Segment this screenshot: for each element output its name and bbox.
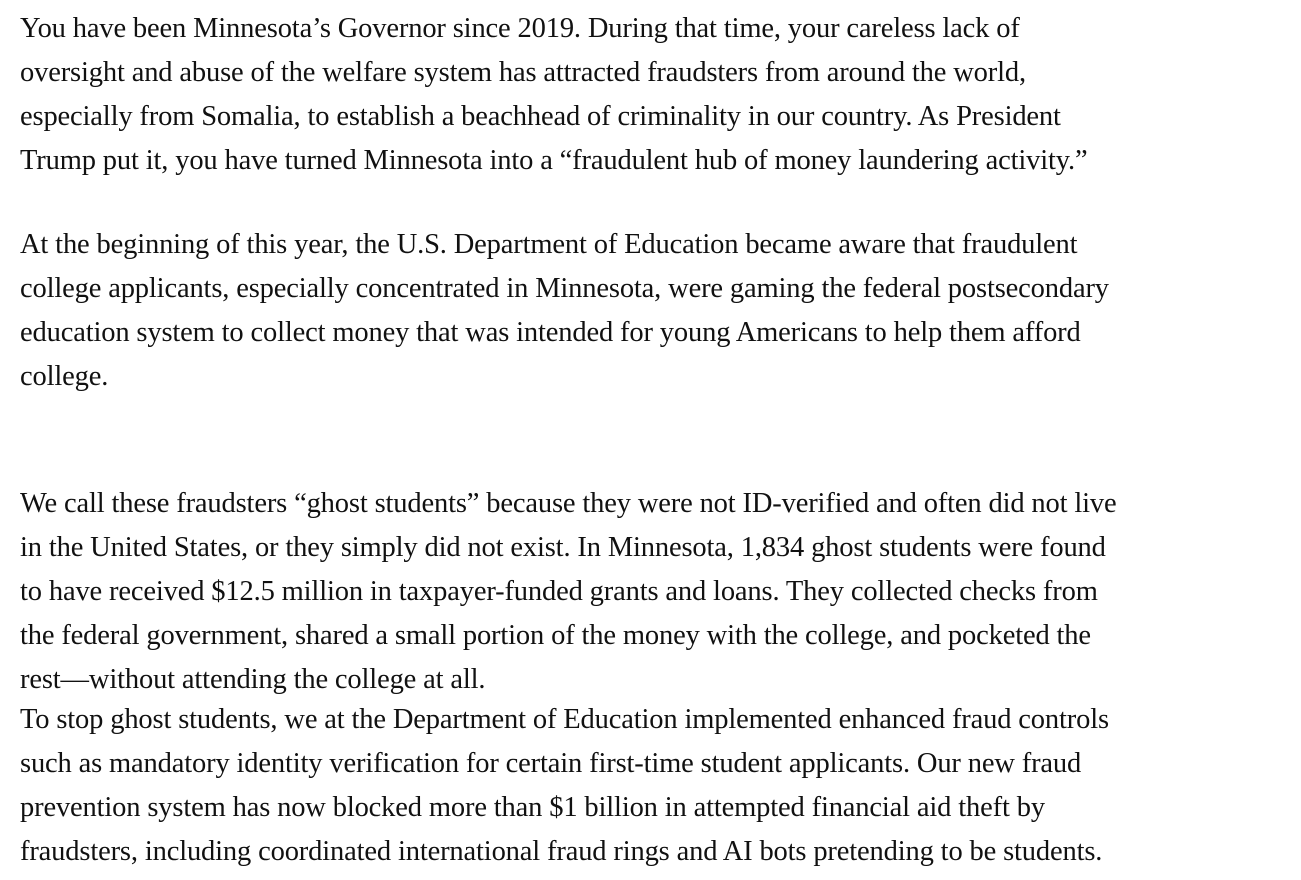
paragraph-ghost-students bbox=[20, 482, 1117, 702]
text-line: You have been Minnesota’s Governor since 2019. During that time, your careless lack of bbox=[20, 13, 1020, 44]
text-line: We call these fraudsters “ghost students” because they were not ID-verified and often did not live bbox=[20, 488, 1117, 519]
text-line: To stop ghost students, we at the Department of Education implemented enhanced fraud controls bbox=[20, 704, 1109, 735]
text-line: especially from Somalia, to establish a beachhead of criminality in our country. As President bbox=[20, 101, 1061, 132]
text-line: Trump put it, you have turned Minnesota into a “fraudulent hub of money laundering activity.” bbox=[20, 145, 1088, 176]
paragraph-fraud-controls bbox=[20, 698, 1109, 874]
text-line: rest—without attending the college at all. bbox=[20, 664, 486, 695]
text-line: to have received $12.5 million in taxpayer-funded grants and loans. They collected checks from bbox=[20, 576, 1098, 607]
text-line: oversight and abuse of the welfare system has attracted fraudsters from around the world, bbox=[20, 57, 1026, 88]
text-line: in the United States, or they simply did not exist. In Minnesota, 1,834 ghost students were found bbox=[20, 532, 1106, 563]
text-line: college. bbox=[20, 361, 109, 392]
text-line: fraudsters, including coordinated international fraud rings and AI bots pretending to be students. bbox=[20, 836, 1103, 867]
paragraph-governor-record bbox=[20, 7, 1088, 183]
text-line: education system to collect money that was intended for young Americans to help them afford bbox=[20, 317, 1081, 348]
text-line: college applicants, especially concentrated in Minnesota, were gaming the federal postsecondary bbox=[20, 273, 1109, 304]
paragraph-department-awareness bbox=[20, 223, 1109, 399]
text-line: such as mandatory identity verification for certain first-time student applicants. Our new fraud bbox=[20, 748, 1082, 779]
text-line: At the beginning of this year, the U.S. Department of Education became aware that fraudulent bbox=[20, 229, 1078, 260]
text-line: the federal government, shared a small portion of the money with the college, and pocketed the bbox=[20, 620, 1091, 651]
text-line: prevention system has now blocked more than $1 billion in attempted financial aid theft by bbox=[20, 792, 1045, 823]
